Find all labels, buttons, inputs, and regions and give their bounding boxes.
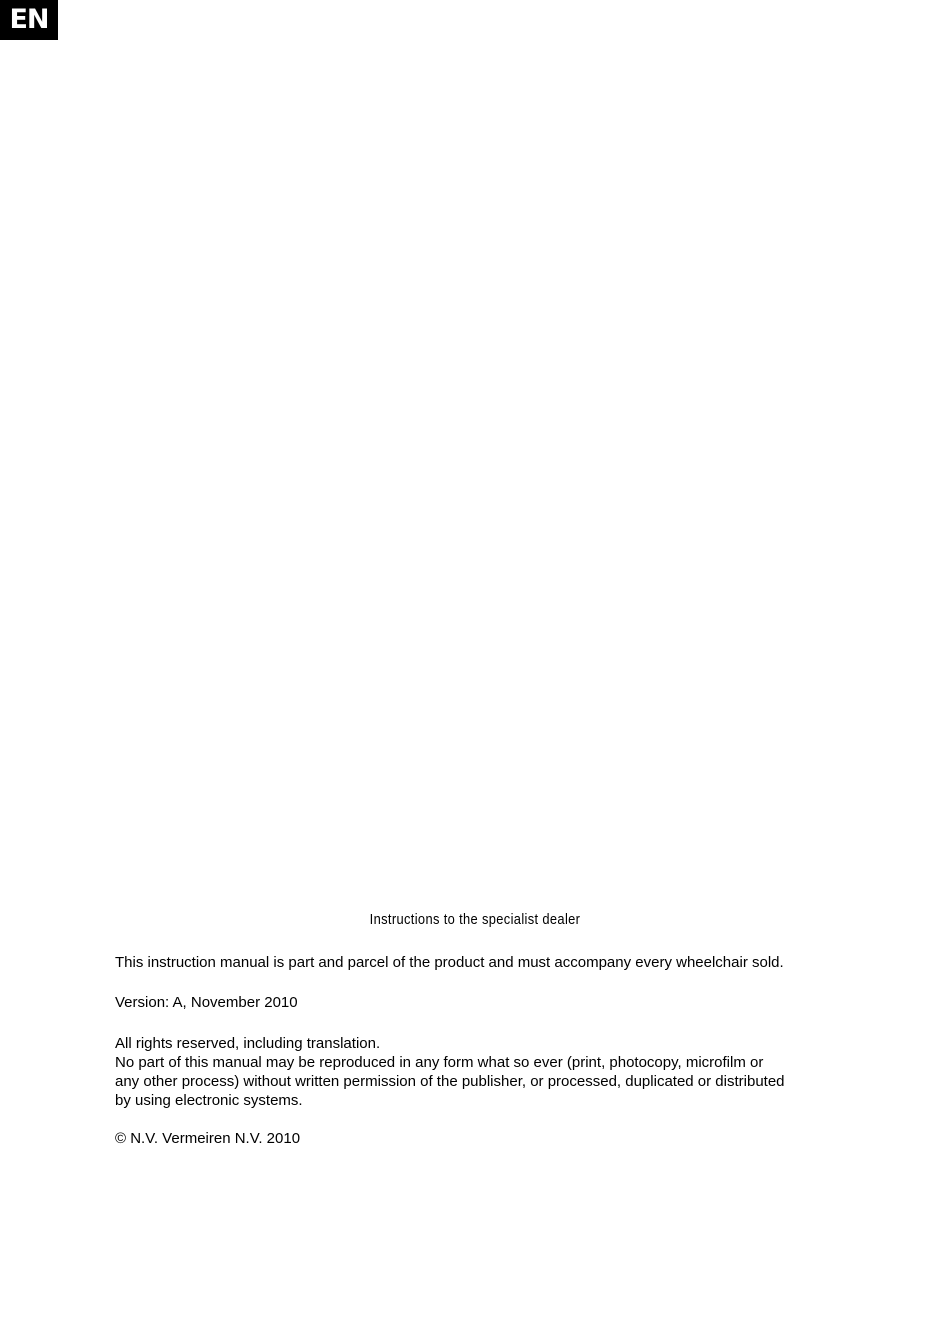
section-heading: Instructions to the specialist dealer xyxy=(369,911,581,928)
version-paragraph: Version: A, November 2010 xyxy=(115,994,298,1011)
intro-paragraph: This instruction manual is part and parcel of the product and must accompany every wheelchair sold. xyxy=(115,954,784,971)
rights-line: All rights reserved, including translation. xyxy=(115,1035,381,1052)
copyright-notice: © N.V. Vermeiren N.V. 2010 xyxy=(115,1130,301,1147)
rights-paragraph xyxy=(115,1034,845,1110)
rights-line: No part of this manual may be reproduced in any form what so ever (print, photocopy, microfilm or xyxy=(115,1054,764,1071)
rights-line: by using electronic systems. xyxy=(115,1092,303,1109)
language-badge: EN xyxy=(0,0,58,40)
rights-line: any other process) without written permission of the publisher, or processed, duplicated or distributed xyxy=(115,1073,785,1090)
